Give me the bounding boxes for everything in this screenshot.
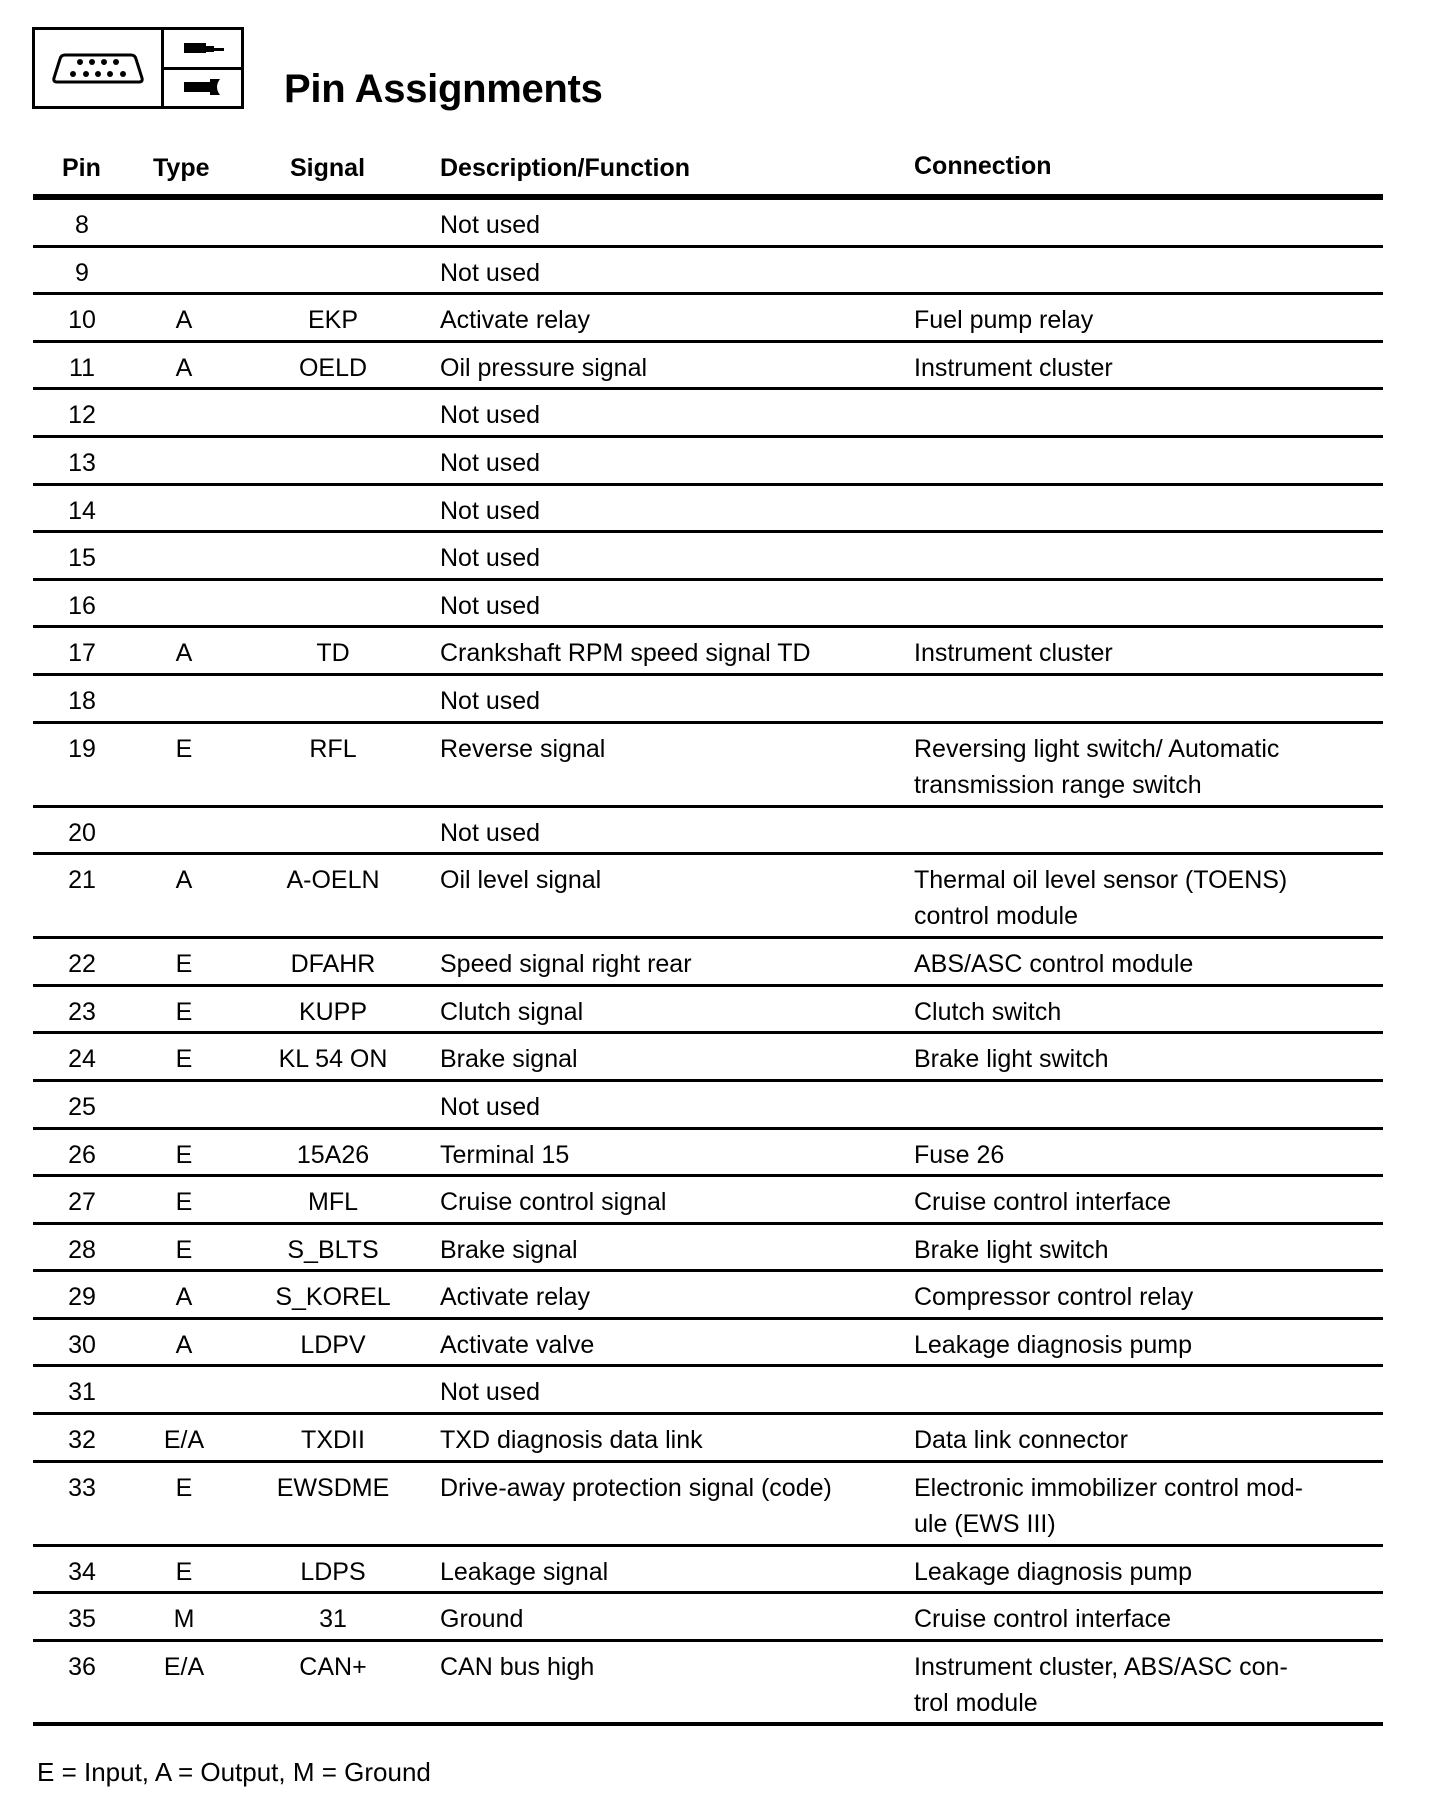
table-row <box>33 1642 1383 1726</box>
pin-cell: 32 <box>68 1426 96 1455</box>
table-row <box>33 1130 1383 1178</box>
description-cell: Not used <box>440 448 541 477</box>
connection-cell <box>914 862 1364 934</box>
table-row <box>33 1367 1383 1415</box>
connection-cell: Brake light switch <box>914 1045 1109 1074</box>
description-cell: TXD diagnosis data link <box>440 1426 703 1455</box>
connector-icon <box>35 30 164 106</box>
table-row <box>33 1082 1383 1130</box>
connection-line: Reversing light switch/ Automatic <box>914 734 1280 763</box>
signal-cell: KUPP <box>298 997 368 1026</box>
page-title: Pin Assignments <box>284 67 603 111</box>
pin-cell: 11 <box>69 353 95 382</box>
pin-cell: 22 <box>68 950 96 979</box>
connection-cell: ABS/ASC control module <box>914 950 1194 979</box>
pin-cell: 33 <box>68 1473 96 1502</box>
probe-tool-icon <box>164 30 241 70</box>
column-header-pin: Pin <box>62 154 101 182</box>
description-cell: Drive-away protection signal (code) <box>440 1473 832 1502</box>
description-cell: Activate relay <box>440 306 591 335</box>
type-cell: A <box>175 306 193 335</box>
signal-cell: MFL <box>308 1188 358 1217</box>
description-cell: Not used <box>440 686 541 715</box>
description-cell: Brake signal <box>440 1045 578 1074</box>
pin-cell: 17 <box>68 639 96 668</box>
pin-cell: 8 <box>75 211 89 239</box>
signal-cell: CAN+ <box>299 1652 367 1681</box>
description-cell: Ground <box>440 1605 524 1634</box>
pin-cell: 18 <box>68 686 96 715</box>
column-header-type: Type <box>153 154 210 182</box>
description-cell: Crankshaft RPM speed signal TD <box>440 639 811 668</box>
type-cell: E <box>175 734 193 763</box>
description-cell: Speed signal right rear <box>440 950 692 979</box>
signal-cell: 15A26 <box>296 1140 370 1169</box>
table-row <box>33 1415 1383 1463</box>
pin-cell: 20 <box>68 818 96 847</box>
description-cell: Oil pressure signal <box>440 353 648 382</box>
table-row <box>33 676 1383 724</box>
type-cell: A <box>175 353 193 382</box>
connection-cell: Cruise control interface <box>914 1188 1172 1217</box>
pin-cell: 28 <box>68 1235 96 1264</box>
description-cell: Brake signal <box>440 1235 578 1264</box>
column-header-connection: Connection <box>914 152 1052 180</box>
pin-cell: 35 <box>68 1605 96 1634</box>
type-cell: E <box>175 1557 193 1586</box>
signal-cell: S_KOREL <box>275 1283 391 1312</box>
signal-cell: EWSDME <box>276 1473 390 1502</box>
pin-cell: 21 <box>68 866 96 895</box>
connection-line: Instrument cluster, ABS/ASC con- <box>914 1652 1288 1681</box>
signal-cell: TD <box>316 639 350 668</box>
type-cell: E/A <box>163 1426 205 1455</box>
description-cell: CAN bus high <box>440 1652 595 1681</box>
table-row <box>33 1272 1383 1320</box>
column-header-description: Description/Function <box>440 154 690 182</box>
table-body <box>33 200 1383 1726</box>
type-cell: A <box>175 866 193 895</box>
description-cell: Clutch signal <box>440 997 584 1026</box>
signal-cell: KL 54 ON <box>278 1045 388 1074</box>
description-cell: Oil level signal <box>440 866 602 895</box>
table-row <box>33 343 1383 391</box>
description-cell: Not used <box>440 211 541 239</box>
connection-cell: Leakage diagnosis pump <box>914 1330 1192 1359</box>
pin-cell: 10 <box>68 306 96 335</box>
table-row <box>33 533 1383 581</box>
signal-cell: LDPV <box>300 1330 366 1359</box>
pin-cell: 25 <box>68 1092 96 1121</box>
type-cell: A <box>175 639 193 668</box>
description-cell: Not used <box>440 591 541 620</box>
table-row <box>33 200 1383 248</box>
type-cell: A <box>175 1330 193 1359</box>
type-cell: E/A <box>163 1652 205 1681</box>
description-cell: Terminal 15 <box>440 1140 570 1169</box>
table-row <box>33 987 1383 1035</box>
connection-line: Electronic immobilizer control mod- <box>914 1473 1304 1502</box>
column-header-signal: Signal <box>290 154 366 182</box>
description-cell: Not used <box>440 496 541 525</box>
description-cell: Activate relay <box>440 1283 591 1312</box>
table-row <box>33 939 1383 987</box>
connection-cell: Cruise control interface <box>914 1605 1172 1634</box>
connection-line: control module <box>914 902 1078 931</box>
wrench-tool-icon <box>164 70 241 106</box>
pin-cell: 12 <box>68 401 96 430</box>
connection-line: Thermal oil level sensor (TOENS) <box>914 866 1288 895</box>
signal-cell: 31 <box>319 1605 347 1634</box>
connection-cell: Clutch switch <box>914 997 1062 1026</box>
description-cell: Reverse signal <box>440 734 606 763</box>
connection-cell: Compressor control relay <box>914 1283 1194 1312</box>
type-cell: E <box>175 1140 193 1169</box>
pin-assignment-icon-box <box>32 27 244 109</box>
table-row <box>33 1177 1383 1225</box>
table-row <box>33 1463 1383 1547</box>
description-cell: Not used <box>440 1092 541 1121</box>
table-row <box>33 1320 1383 1368</box>
table-header <box>33 150 1383 200</box>
connection-line: transmission range switch <box>914 770 1202 799</box>
connection-line: ule (EWS III) <box>914 1509 1056 1538</box>
signal-cell: TXDII <box>301 1426 365 1455</box>
pin-cell: 34 <box>68 1557 96 1586</box>
pin-cell: 36 <box>68 1652 96 1681</box>
type-cell: E <box>175 1473 193 1502</box>
pin-cell: 14 <box>68 496 96 525</box>
connection-cell <box>914 1649 1364 1721</box>
connection-cell: Instrument cluster <box>914 353 1113 382</box>
signal-cell: S_BLTS <box>287 1235 379 1264</box>
table-row <box>33 855 1383 939</box>
description-cell: Not used <box>440 1378 541 1407</box>
description-cell: Not used <box>440 401 541 430</box>
signal-cell: LDPS <box>300 1557 366 1586</box>
signal-cell: OELD <box>298 353 368 382</box>
type-cell: E <box>175 950 193 979</box>
table-row <box>33 295 1383 343</box>
description-cell: Activate valve <box>440 1330 595 1359</box>
table-row <box>33 628 1383 676</box>
table-row <box>33 486 1383 534</box>
signal-cell: RFL <box>309 734 357 763</box>
table-row <box>33 248 1383 296</box>
pin-cell: 31 <box>68 1378 96 1407</box>
description-cell: Not used <box>440 818 541 847</box>
pin-cell: 27 <box>68 1188 96 1217</box>
table-row <box>33 724 1383 808</box>
table-row <box>33 390 1383 438</box>
connection-line: trol module <box>914 1688 1038 1717</box>
type-cell: E <box>175 1235 193 1264</box>
connection-cell: Instrument cluster <box>914 639 1113 668</box>
signal-cell: A-OELN <box>286 866 380 895</box>
table-row <box>33 438 1383 486</box>
pin-cell: 24 <box>68 1045 96 1074</box>
pin-cell: 9 <box>75 258 89 287</box>
signal-cell: EKP <box>307 306 359 335</box>
description-cell: Not used <box>440 544 541 573</box>
type-cell: A <box>175 1283 193 1312</box>
type-cell: M <box>173 1605 195 1634</box>
connection-cell: Fuse 26 <box>914 1140 1005 1169</box>
description-cell: Cruise control signal <box>440 1188 667 1217</box>
pin-cell: 26 <box>68 1140 96 1169</box>
table-row <box>33 581 1383 629</box>
pin-cell: 23 <box>68 997 96 1026</box>
connection-cell: Fuel pump relay <box>914 306 1094 335</box>
pin-cell: 30 <box>68 1330 96 1359</box>
connection-cell <box>914 731 1364 803</box>
pin-cell: 19 <box>68 734 96 763</box>
table-row <box>33 1547 1383 1595</box>
connection-cell: Leakage diagnosis pump <box>914 1557 1192 1586</box>
pin-cell: 15 <box>68 544 96 573</box>
table-row <box>33 1594 1383 1642</box>
connection-cell: Brake light switch <box>914 1235 1109 1264</box>
type-cell: E <box>175 1188 193 1217</box>
table-row <box>33 1225 1383 1273</box>
signal-cell: DFAHR <box>290 950 376 979</box>
description-cell: Not used <box>440 258 541 287</box>
table-row <box>33 1034 1383 1082</box>
table-row <box>33 808 1383 856</box>
type-cell: E <box>175 1045 193 1074</box>
connection-cell <box>914 1470 1364 1542</box>
pin-cell: 29 <box>68 1283 96 1312</box>
pin-cell: 13 <box>68 448 96 477</box>
type-legend: E = Input, A = Output, M = Ground <box>37 1757 431 1787</box>
type-cell: E <box>175 997 193 1026</box>
pin-cell: 16 <box>68 591 96 620</box>
description-cell: Leakage signal <box>440 1557 609 1586</box>
pin-assignment-table <box>33 150 1383 1726</box>
connection-cell: Data link connector <box>914 1426 1129 1455</box>
